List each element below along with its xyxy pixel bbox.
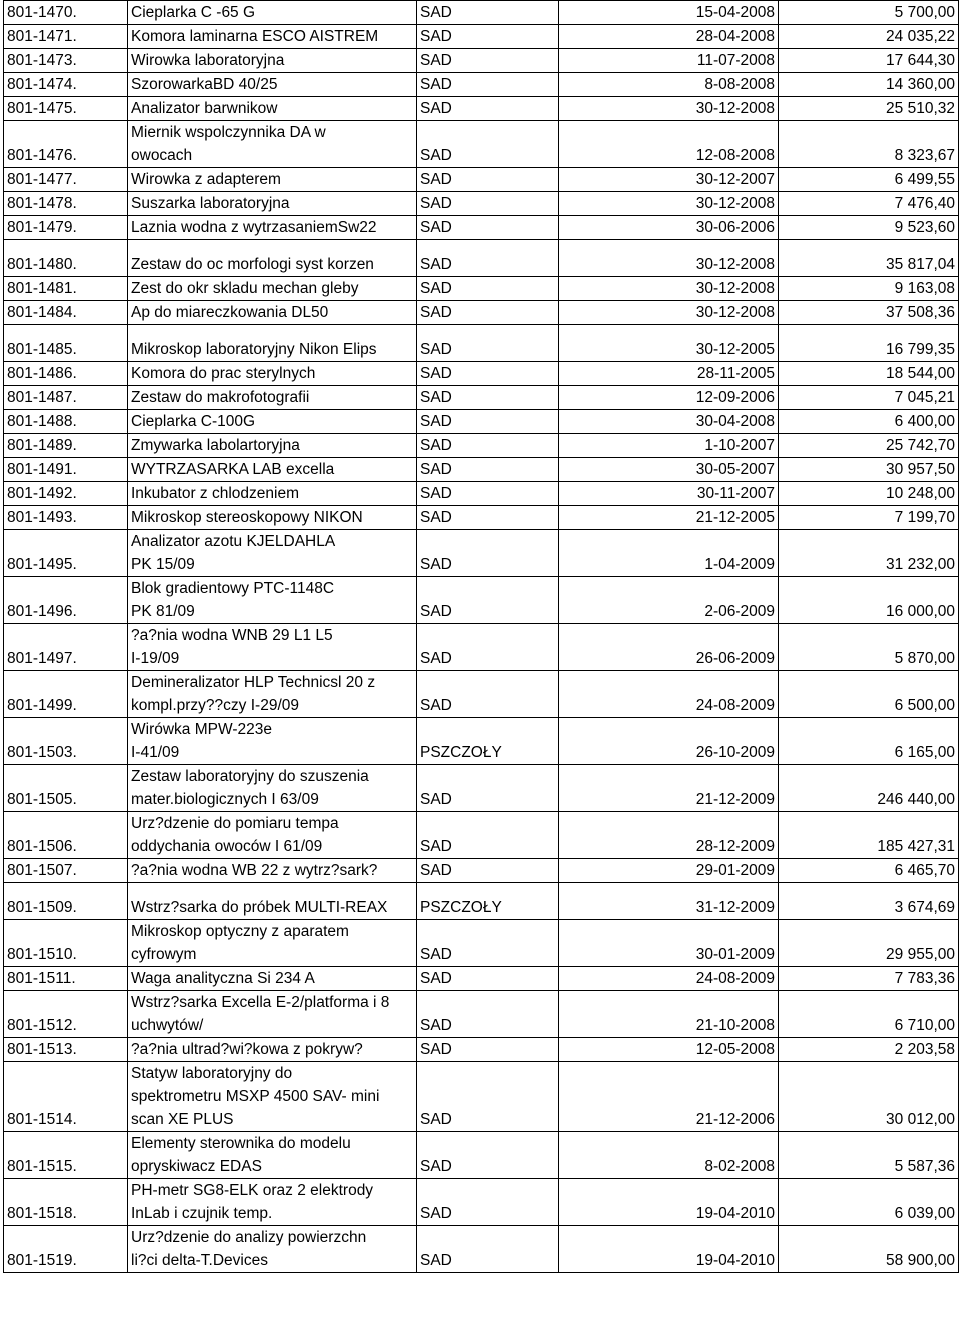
item-value: 5 870,00 [779,624,959,671]
inventory-number: 801-1519. [4,1226,128,1273]
acquisition-date: 30-12-2008 [559,301,779,325]
item-name: Demineralizator HLP Technicsl 20 z kompl.przy??czy I-29/09 [128,671,417,718]
table-row [4,920,959,967]
location: SAD [417,506,559,530]
table-row [4,192,959,216]
acquisition-date: 30-12-2008 [559,97,779,121]
inventory-number: 801-1513. [4,1038,128,1062]
table-row [4,25,959,49]
table-row [4,1132,959,1179]
table-row [4,216,959,240]
location: SAD [417,920,559,967]
location: SAD [417,458,559,482]
table-row [4,577,959,624]
inventory-number: 801-1509. [4,883,128,920]
table-row [4,121,959,168]
item-name: Statyw laboratoryjny do spektrometru MSXP 4500 SAV- mini scan XE PLUS [128,1062,417,1132]
item-name: Ap do miareczkowania DL50 [128,301,417,325]
table-row [4,1062,959,1132]
table-row [4,434,959,458]
inventory-number: 801-1476. [4,121,128,168]
table-row [4,624,959,671]
inventory-number: 801-1511. [4,967,128,991]
item-name: Urz?dzenie do pomiaru tempa oddychania owoców I 61/09 [128,812,417,859]
item-value: 30 012,00 [779,1062,959,1132]
item-name: Analizator azotu KJELDAHLA PK 15/09 [128,530,417,577]
table-row [4,482,959,506]
item-name: WYTRZASARKA LAB excella [128,458,417,482]
acquisition-date: 28-11-2005 [559,362,779,386]
acquisition-date: 21-12-2009 [559,765,779,812]
item-value: 7 045,21 [779,386,959,410]
table-row [4,325,959,362]
item-value: 31 232,00 [779,530,959,577]
location: SAD [417,1132,559,1179]
item-name: Cieplarka C -65 G [128,1,417,25]
item-name: Wstrz?sarka do próbek MULTI-REAX [128,883,417,920]
acquisition-date: 30-04-2008 [559,410,779,434]
acquisition-date: 12-08-2008 [559,121,779,168]
location: SAD [417,73,559,97]
acquisition-date: 26-06-2009 [559,624,779,671]
table-row [4,718,959,765]
table-row [4,1,959,25]
item-name: Zest do okr skladu mechan gleby [128,277,417,301]
item-value: 6 500,00 [779,671,959,718]
item-value: 9 163,08 [779,277,959,301]
location: SAD [417,1226,559,1273]
item-value: 14 360,00 [779,73,959,97]
table-row [4,277,959,301]
location: SAD [417,216,559,240]
table-row [4,386,959,410]
item-value: 5 587,36 [779,1132,959,1179]
item-name: Komora do prac sterylnych [128,362,417,386]
table-row [4,530,959,577]
item-value: 17 644,30 [779,49,959,73]
item-name: Cieplarka C-100G [128,410,417,434]
item-value: 6 710,00 [779,991,959,1038]
item-value: 3 674,69 [779,883,959,920]
acquisition-date: 24-08-2009 [559,967,779,991]
item-name: Waga analityczna Si 234 A [128,967,417,991]
acquisition-date: 28-12-2009 [559,812,779,859]
inventory-number: 801-1493. [4,506,128,530]
inventory-number: 801-1478. [4,192,128,216]
table-row [4,991,959,1038]
inventory-number: 801-1496. [4,577,128,624]
location: SAD [417,530,559,577]
acquisition-date: 30-12-2005 [559,325,779,362]
inventory-number: 801-1506. [4,812,128,859]
acquisition-date: 12-05-2008 [559,1038,779,1062]
item-value: 18 544,00 [779,362,959,386]
table-row [4,49,959,73]
acquisition-date: 30-01-2009 [559,920,779,967]
location: SAD [417,577,559,624]
item-name: Inkubator z chlodzeniem [128,482,417,506]
acquisition-date: 8-02-2008 [559,1132,779,1179]
acquisition-date: 30-12-2008 [559,277,779,301]
inventory-number: 801-1470. [4,1,128,25]
item-name: Zestaw do makrofotografii [128,386,417,410]
table-row [4,410,959,434]
inventory-number: 801-1475. [4,97,128,121]
table-row [4,168,959,192]
item-value: 16 000,00 [779,577,959,624]
table-row [4,458,959,482]
inventory-number: 801-1474. [4,73,128,97]
item-value: 35 817,04 [779,240,959,277]
location: SAD [417,97,559,121]
table-row [4,240,959,277]
item-value: 24 035,22 [779,25,959,49]
item-value: 6 039,00 [779,1179,959,1226]
table-row [4,883,959,920]
acquisition-date: 21-12-2006 [559,1062,779,1132]
location: SAD [417,482,559,506]
item-name: Laznia wodna z wytrzasaniemSw22 [128,216,417,240]
inventory-number: 801-1492. [4,482,128,506]
inventory-number: 801-1505. [4,765,128,812]
item-name: Zestaw laboratoryjny do szuszenia mater.biologicznych I 63/09 [128,765,417,812]
inventory-number: 801-1512. [4,991,128,1038]
table-row [4,1226,959,1273]
location: SAD [417,1038,559,1062]
item-value: 37 508,36 [779,301,959,325]
inventory-number: 801-1481. [4,277,128,301]
item-value: 6 465,70 [779,859,959,883]
item-value: 6 400,00 [779,410,959,434]
inventory-number: 801-1489. [4,434,128,458]
item-name: PH-metr SG8-ELK oraz 2 elektrody InLab i czujnik temp. [128,1179,417,1226]
location: SAD [417,192,559,216]
table-row [4,1179,959,1226]
item-value: 246 440,00 [779,765,959,812]
item-name: Zmywarka labolartoryjna [128,434,417,458]
acquisition-date: 30-12-2007 [559,168,779,192]
inventory-number: 801-1473. [4,49,128,73]
item-value: 16 799,35 [779,325,959,362]
item-name: Wirowka laboratoryjna [128,49,417,73]
location: SAD [417,362,559,386]
location: SAD [417,434,559,458]
inventory-number: 801-1499. [4,671,128,718]
location: SAD [417,410,559,434]
item-name: Mikroskop optyczny z aparatem cyfrowym [128,920,417,967]
location: SAD [417,859,559,883]
location: SAD [417,1179,559,1226]
item-value: 10 248,00 [779,482,959,506]
table-row [4,301,959,325]
location: SAD [417,25,559,49]
inventory-number: 801-1480. [4,240,128,277]
inventory-number: 801-1510. [4,920,128,967]
item-name: Mikroskop stereoskopowy NIKON [128,506,417,530]
item-name: Mikroskop laboratoryjny Nikon Elips [128,325,417,362]
item-value: 7 199,70 [779,506,959,530]
item-name: Wstrz?sarka Excella E-2/platforma i 8 uchwytów/ [128,991,417,1038]
inventory-number: 801-1485. [4,325,128,362]
acquisition-date: 8-08-2008 [559,73,779,97]
inventory-number: 801-1507. [4,859,128,883]
location: SAD [417,49,559,73]
item-name: SzorowarkaBD 40/25 [128,73,417,97]
item-name: Komora laminarna ESCO AISTREM [128,25,417,49]
inventory-number: 801-1503. [4,718,128,765]
location: SAD [417,1,559,25]
acquisition-date: 24-08-2009 [559,671,779,718]
location: SAD [417,967,559,991]
table-row [4,362,959,386]
table-row [4,97,959,121]
inventory-number: 801-1484. [4,301,128,325]
item-name: Wirówka MPW-223e I-41/09 [128,718,417,765]
acquisition-date: 19-04-2010 [559,1226,779,1273]
table-row [4,506,959,530]
location: SAD [417,812,559,859]
inventory-number: 801-1486. [4,362,128,386]
inventory-number: 801-1518. [4,1179,128,1226]
table-row [4,812,959,859]
item-name: ?a?nia wodna WB 22 z wytrz?sark? [128,859,417,883]
acquisition-date: 26-10-2009 [559,718,779,765]
location: SAD [417,301,559,325]
item-value: 9 523,60 [779,216,959,240]
table-row [4,967,959,991]
inventory-number: 801-1479. [4,216,128,240]
inventory-number: 801-1491. [4,458,128,482]
item-value: 5 700,00 [779,1,959,25]
acquisition-date: 30-12-2008 [559,192,779,216]
inventory-number: 801-1487. [4,386,128,410]
item-value: 2 203,58 [779,1038,959,1062]
location: SAD [417,991,559,1038]
acquisition-date: 1-10-2007 [559,434,779,458]
inventory-number: 801-1495. [4,530,128,577]
acquisition-date: 30-11-2007 [559,482,779,506]
acquisition-date: 28-04-2008 [559,25,779,49]
inventory-table [3,0,959,1273]
item-value: 7 476,40 [779,192,959,216]
item-name: Blok gradientowy PTC-1148C PK 81/09 [128,577,417,624]
item-name: ?a?nia wodna WNB 29 L1 L5 I-19/09 [128,624,417,671]
item-value: 6 499,55 [779,168,959,192]
table-row [4,765,959,812]
item-name: Urz?dzenie do analizy powierzchn li?ci delta-T.Devices [128,1226,417,1273]
location: PSZCZOŁY [417,883,559,920]
acquisition-date: 31-12-2009 [559,883,779,920]
location: SAD [417,121,559,168]
acquisition-date: 21-12-2005 [559,506,779,530]
location: SAD [417,1062,559,1132]
inventory-number: 801-1471. [4,25,128,49]
item-value: 29 955,00 [779,920,959,967]
item-value: 185 427,31 [779,812,959,859]
acquisition-date: 30-12-2008 [559,240,779,277]
acquisition-date: 12-09-2006 [559,386,779,410]
acquisition-date: 11-07-2008 [559,49,779,73]
item-value: 6 165,00 [779,718,959,765]
acquisition-date: 1-04-2009 [559,530,779,577]
table-row [4,859,959,883]
item-value: 8 323,67 [779,121,959,168]
acquisition-date: 29-01-2009 [559,859,779,883]
item-name: ?a?nia ultrad?wi?kowa z pokryw? [128,1038,417,1062]
acquisition-date: 21-10-2008 [559,991,779,1038]
item-name: Suszarka laboratoryjna [128,192,417,216]
inventory-number: 801-1514. [4,1062,128,1132]
inventory-number: 801-1515. [4,1132,128,1179]
item-name: Miernik wspolczynnika DA w owocach [128,121,417,168]
inventory-number: 801-1477. [4,168,128,192]
item-value: 7 783,36 [779,967,959,991]
acquisition-date: 15-04-2008 [559,1,779,25]
acquisition-date: 2-06-2009 [559,577,779,624]
item-name: Elementy sterownika do modelu opryskiwacz EDAS [128,1132,417,1179]
location: SAD [417,624,559,671]
item-name: Zestaw do oc morfologi syst korzen [128,240,417,277]
item-value: 30 957,50 [779,458,959,482]
inventory-table-body [4,1,959,1273]
location: PSZCZOŁY [417,718,559,765]
item-value: 58 900,00 [779,1226,959,1273]
item-name: Wirowka z adapterem [128,168,417,192]
location: SAD [417,765,559,812]
location: SAD [417,386,559,410]
table-row [4,1038,959,1062]
location: SAD [417,325,559,362]
item-name: Analizator barwnikow [128,97,417,121]
item-value: 25 742,70 [779,434,959,458]
item-value: 25 510,32 [779,97,959,121]
acquisition-date: 19-04-2010 [559,1179,779,1226]
table-row [4,73,959,97]
location: SAD [417,671,559,718]
location: SAD [417,277,559,301]
inventory-number: 801-1488. [4,410,128,434]
location: SAD [417,240,559,277]
acquisition-date: 30-06-2006 [559,216,779,240]
location: SAD [417,168,559,192]
acquisition-date: 30-05-2007 [559,458,779,482]
table-row [4,671,959,718]
inventory-number: 801-1497. [4,624,128,671]
